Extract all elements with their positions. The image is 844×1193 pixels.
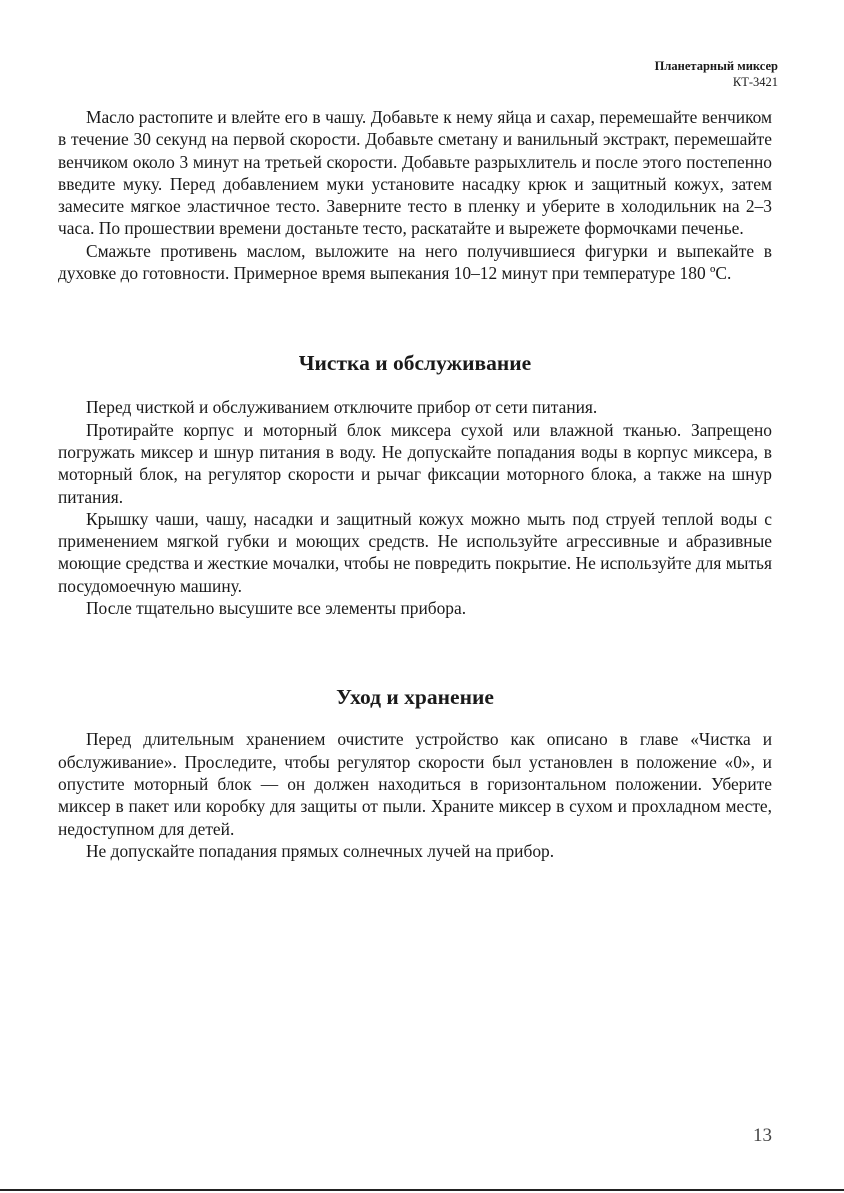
page-header	[655, 58, 778, 90]
storage-paragraph: Перед длительным хранением очистите устройство как описано в главе «Чистка и обслуживание». Проследите, чтобы регулятор скорости был установлен в положение «0», и опустите моторный блок — он должен находиться в горизонтальном положении. Уберите миксер в пакет или коробку для защиты от пыли. Храните миксер в сухом и прохладном месте, недоступном для детей.	[58, 729, 772, 839]
header-product-title: Планетарный миксер	[654, 59, 778, 73]
recipe-paragraph: Смажьте противень маслом, выложите на него получившиеся фигурки и выпекайте в духовке до готовности. Примерное время выпекания 10–12 минут при температуре 180 ºС.	[58, 240, 772, 284]
cleaning-section	[58, 350, 772, 619]
cleaning-paragraph: Протирайте корпус и моторный блок миксера сухой или влажной тканью. Запрещено погружать миксер и шнур питания в воду. Не допускайте попадания воды в корпус миксера, в моторный блок, на регулятор скорости и рычаг фиксации моторного блока, а также на шнур питания.	[58, 419, 772, 507]
page-number: 13	[753, 1125, 772, 1146]
recipe-section	[58, 106, 772, 284]
cleaning-paragraph: После тщательно высушите все элементы прибора.	[86, 598, 467, 619]
storage-section	[58, 684, 772, 862]
page-content	[58, 106, 772, 862]
storage-paragraph: Не допускайте попадания прямых солнечных лучей на прибор.	[86, 840, 555, 861]
cleaning-paragraph: Перед чисткой и обслуживанием отключите прибор от сети питания.	[86, 397, 598, 418]
storage-section-title: Уход и хранение	[336, 685, 494, 710]
cleaning-paragraph: Крышку чаши, чашу, насадки и защитный кожух можно мыть под струей теплой воды с применением мягкой губки и моющих средств. Не используйте агрессивные и абразивные моющие средства и жесткие мочалки, чтобы не повредить покрытие. Не используйте для мытья посудомоечную машину.	[58, 508, 772, 596]
cleaning-section-title: Чистка и обслуживание	[298, 351, 532, 376]
bottom-divider	[0, 1189, 844, 1191]
header-model-number: КТ-3421	[732, 75, 778, 89]
recipe-paragraph: Масло растопите и влейте его в чашу. Добавьте к нему яйца и сахар, перемешайте венчиком в течение 30 секунд на первой скорости. Добавьте сметану и ванильный экстракт, перемешайте венчиком около 3 минут на третьей скорости. Добавьте разрыхлитель и после этого постепенно введите муку. Перед добавлением муки установите насадку крюк и защитный кожух, затем замесите мягкое эластичное тесто. Заверните тесто в пленку и уберите в холодильник на 2–3 часа. По прошествии времени достаньте тесто, раскатайте и вырежете формочками печенье.	[58, 107, 772, 239]
